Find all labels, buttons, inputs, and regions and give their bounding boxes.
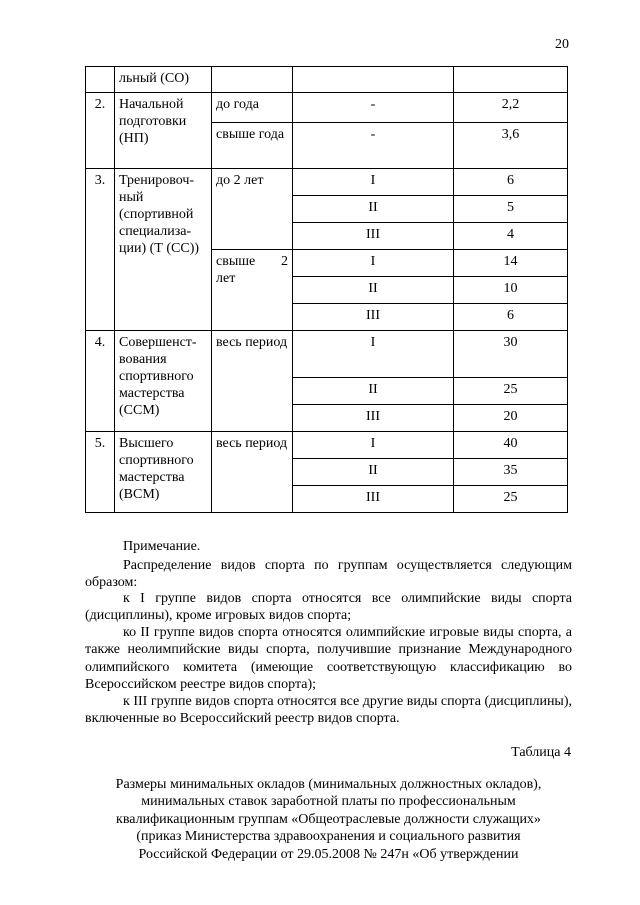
years-cell: весь период <box>212 432 293 513</box>
title-line: (приказ Министерства здравоохранения и социального развития <box>136 829 521 845</box>
stage-cell: льный (СО) <box>115 67 212 93</box>
stage-cell: Начальной подготовки (НП) <box>115 93 212 169</box>
table-row <box>86 432 568 459</box>
years-cell: свыше 2 лет <box>212 250 293 331</box>
value-cell: 25 <box>454 486 568 513</box>
group-cell: II <box>293 378 454 405</box>
group-cell: I <box>293 432 454 459</box>
note-paragraph: к III группе видов спорта относятся все другие виды спорта (дисциплины), включенные во Всероссийский реестр видов спорта. <box>85 694 572 727</box>
group-cell: II <box>293 196 454 223</box>
years-cell: свыше года <box>212 122 293 168</box>
note-paragraph: к I группе видов спорта относятся все олимпийские виды спорта (дисциплины), кроме игровых видов спорта; <box>85 591 572 624</box>
group-cell: I <box>293 250 454 277</box>
value-cell: 6 <box>454 304 568 331</box>
value-cell: 5 <box>454 196 568 223</box>
row-number: 5. <box>86 432 115 513</box>
value-cell: 3,6 <box>454 122 568 168</box>
table-row <box>86 331 568 378</box>
row-number: 2. <box>86 93 115 169</box>
title-line: квалификационным группам «Общеотраслевые должности служащих» <box>116 811 541 827</box>
table4-title <box>85 776 572 863</box>
group-cell: I <box>293 169 454 196</box>
page-number: 20 <box>555 37 569 52</box>
years-cell: до года <box>212 93 293 123</box>
group-cell: III <box>293 405 454 432</box>
group-cell: III <box>293 223 454 250</box>
value-cell: 40 <box>454 432 568 459</box>
note-paragraph: ко II группе видов спорта относятся олимпийские игровые виды спорта, а также неолимпийские виды спорта, получившие признание Международного олимпийского комитета (имеющие соответствующую классификацию во Всероссийском реестре видов спорта); <box>85 625 572 693</box>
table-label: Таблица 4 <box>511 745 571 760</box>
years-cell: до 2 лет <box>212 169 293 250</box>
table-row <box>86 93 568 123</box>
row-number: 4. <box>86 331 115 432</box>
training-stages-table <box>85 66 568 513</box>
group-cell: III <box>293 304 454 331</box>
note-title: Примечание. <box>123 539 201 554</box>
value-cell: 35 <box>454 459 568 486</box>
title-line: минимальных ставок заработной платы по профессиональным <box>141 794 516 810</box>
value-cell: 6 <box>454 169 568 196</box>
stage-cell: Высшего спортивного мастерства (ВСМ) <box>115 432 212 513</box>
note-paragraph: Распределение видов спорта по группам осуществляется следующим образом: <box>85 558 572 591</box>
title-line: Российской Федерации от 29.05.2008 № 247н «Об утверждении <box>138 846 519 862</box>
group-cell: - <box>293 93 454 123</box>
group-cell: III <box>293 486 454 513</box>
value-cell: 10 <box>454 277 568 304</box>
value-cell: 14 <box>454 250 568 277</box>
value-cell: 25 <box>454 378 568 405</box>
table-row <box>86 67 568 93</box>
group-cell: - <box>293 122 454 168</box>
title-line: Размеры минимальных окладов (минимальных должностных окладов), <box>115 777 542 792</box>
group-cell: I <box>293 331 454 378</box>
group-cell: II <box>293 277 454 304</box>
value-cell: 20 <box>454 405 568 432</box>
value-cell: 4 <box>454 223 568 250</box>
table-row <box>86 169 568 196</box>
group-cell: II <box>293 459 454 486</box>
value-cell: 30 <box>454 331 568 378</box>
row-number: 3. <box>86 169 115 331</box>
stage-cell: Совершенст-вования спортивного мастерства (ССМ) <box>115 331 212 432</box>
stage-cell: Тренировоч-ный (спортивной специализа-ции) (Т (СС)) <box>115 169 212 331</box>
years-cell: весь период <box>212 331 293 432</box>
value-cell: 2,2 <box>454 93 568 123</box>
